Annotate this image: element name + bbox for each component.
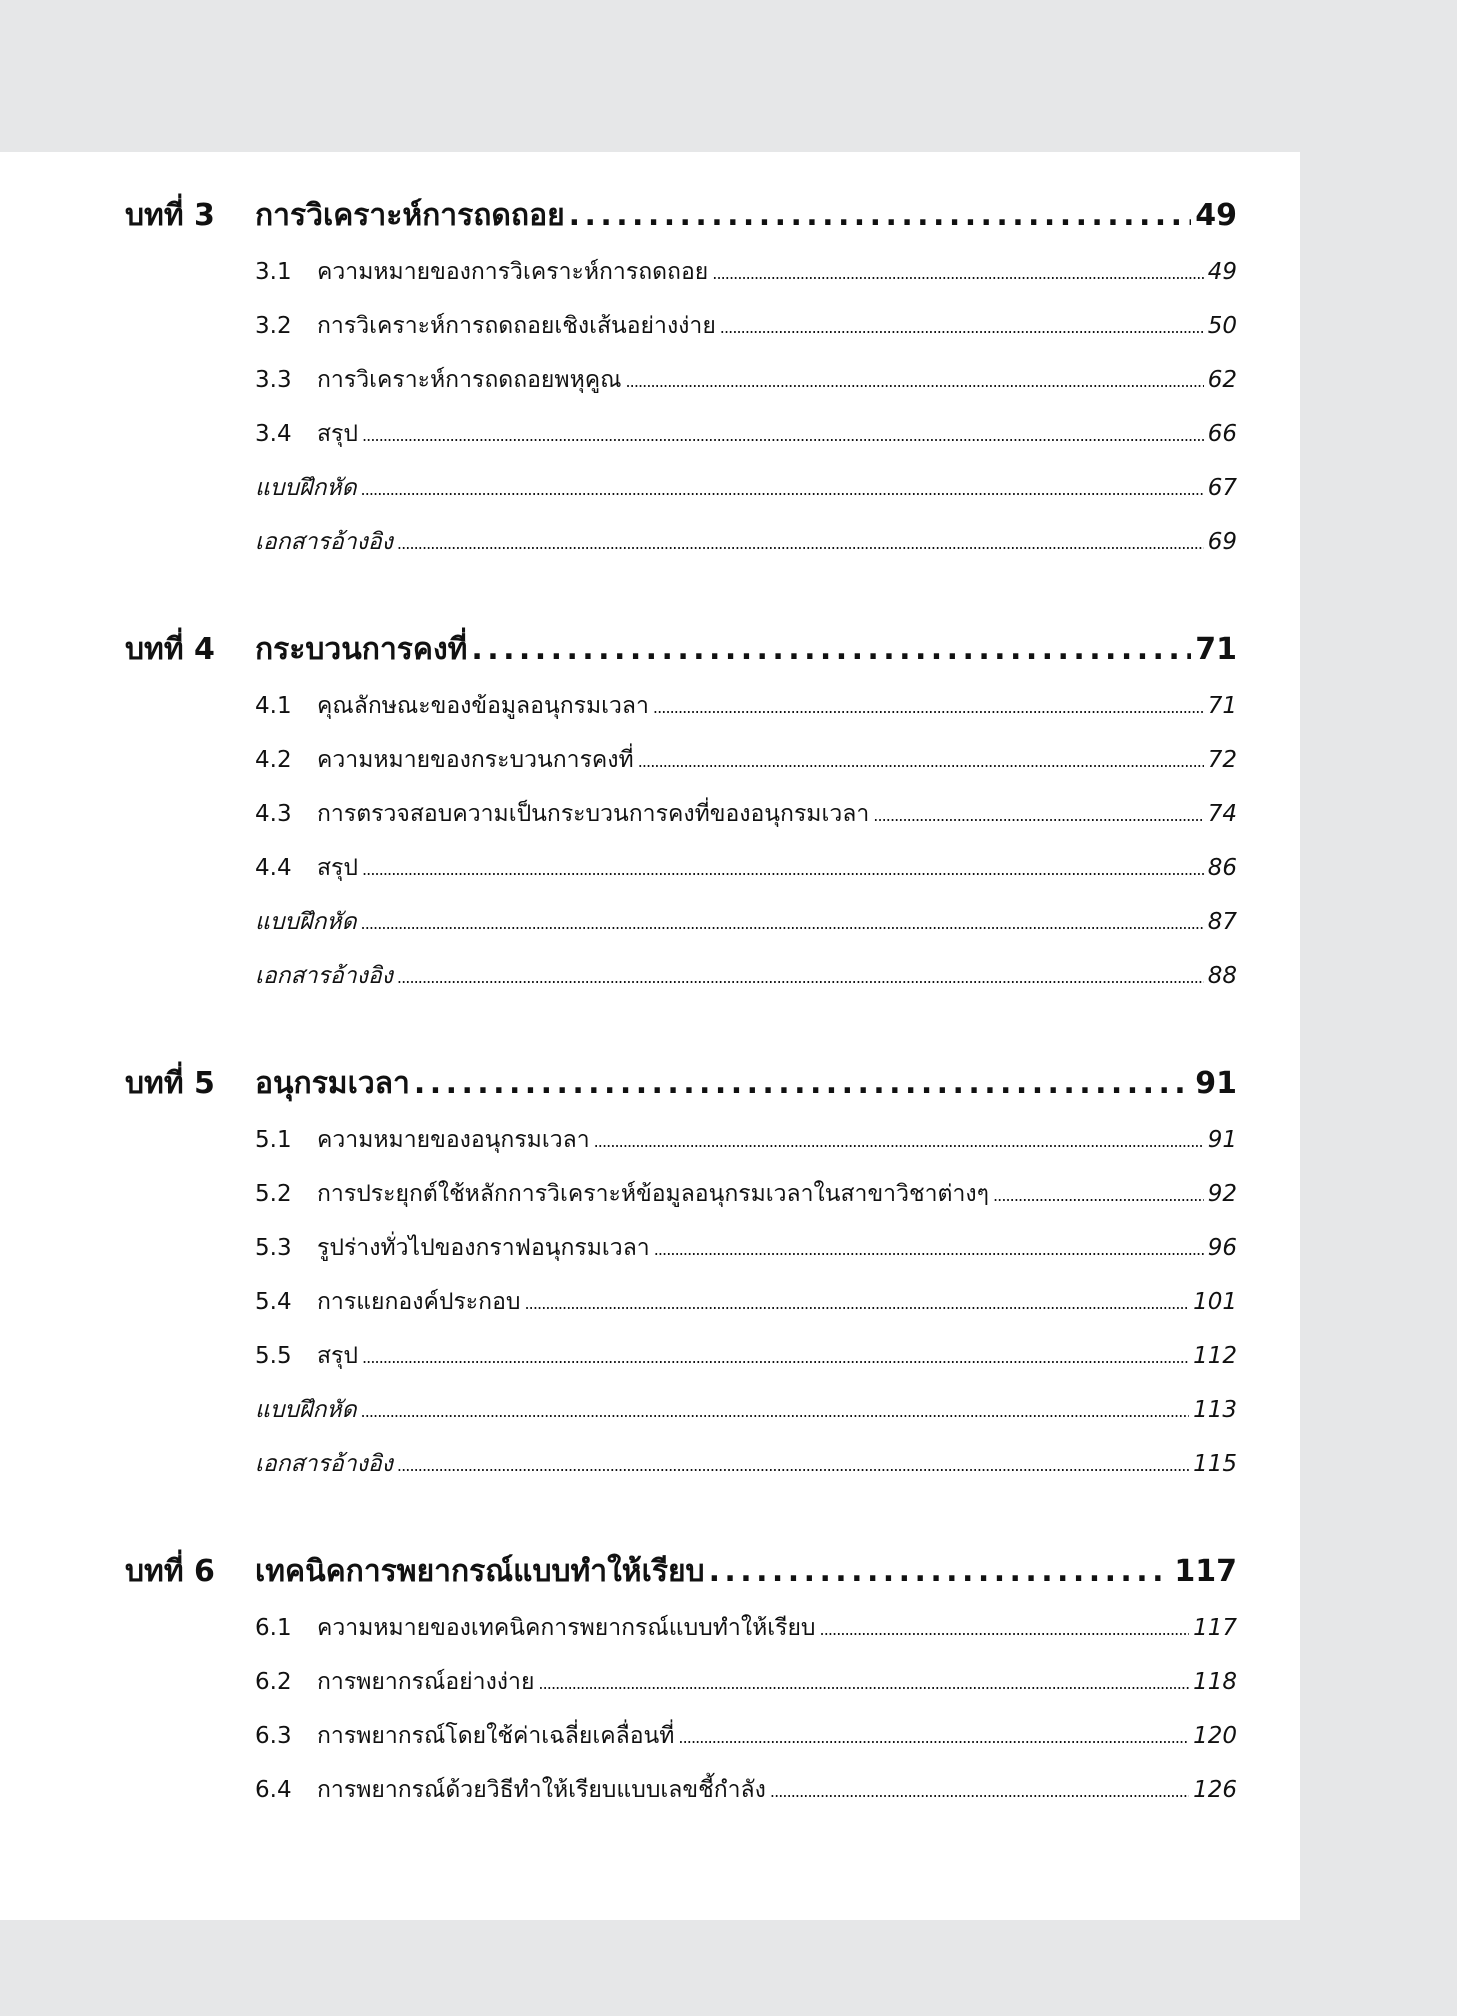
section-title: การตรวจสอบความเป็นกระบวนการคงที่ของอนุกรมเวลา <box>317 801 870 827</box>
chapter-label: บทที่ 5 <box>125 1066 215 1101</box>
dot-leader <box>361 1402 1190 1421</box>
section-title: การพยากรณ์ด้วยวิธีทำให้เรียบแบบเลขชี้กำลัง <box>317 1777 766 1803</box>
toc-entry[interactable] <box>255 308 1237 362</box>
chapter-heading[interactable] <box>125 626 1237 678</box>
toc-entry[interactable] <box>255 1772 1237 1826</box>
section-number: 3.3 <box>255 367 292 393</box>
toc-entry[interactable] <box>255 796 1237 850</box>
section-page-number: 49 <box>1207 259 1237 285</box>
section-number: 5.5 <box>255 1343 292 1369</box>
section-page-number: 92 <box>1207 1181 1237 1207</box>
section-number: 5.3 <box>255 1235 292 1261</box>
toc-entry-exercises[interactable] <box>255 1392 1237 1446</box>
section-list <box>125 688 1237 1012</box>
section-page-number: 74 <box>1207 801 1237 827</box>
section-number: 6.2 <box>255 1669 292 1695</box>
chapter-heading[interactable] <box>125 1548 1237 1600</box>
toc-entry-exercises[interactable] <box>255 470 1237 524</box>
toc-entry-references[interactable] <box>255 1446 1237 1500</box>
chapter-page-number: 49 <box>1195 198 1237 233</box>
toc-entry[interactable] <box>255 1610 1237 1664</box>
dot-leader <box>720 318 1204 337</box>
chapter-page-number: 117 <box>1174 1554 1237 1589</box>
section-number: 5.1 <box>255 1127 292 1153</box>
section-page-number: 66 <box>1207 421 1237 447</box>
toc-entry[interactable] <box>255 362 1237 416</box>
toc-entry[interactable] <box>255 850 1237 904</box>
chapter-title: การวิเคราะห์การถดถอย <box>255 198 565 233</box>
dot-leader <box>873 806 1203 825</box>
section-title: การแยกองค์ประกอบ <box>317 1289 521 1315</box>
chapter-title: กระบวนการคงที่ <box>255 632 468 667</box>
section-title: ความหมายของอนุกรมเวลา <box>317 1127 590 1153</box>
dot-leader <box>525 1294 1190 1313</box>
chapter-6 <box>125 1548 1237 1826</box>
section-title: การประยุกต์ใช้หลักการวิเคราะห์ข้อมูลอนุกรมเวลาในสาขาวิชาต่างๆ <box>317 1181 989 1207</box>
section-title: ความหมายของเทคนิคการพยากรณ์แบบทำให้เรียบ <box>317 1615 816 1641</box>
chapter-4 <box>125 626 1237 1012</box>
section-title: คุณลักษณะของข้อมูลอนุกรมเวลา <box>317 693 649 719</box>
dot-leader <box>397 534 1204 553</box>
dot-leader <box>362 426 1204 445</box>
toc-entry[interactable] <box>255 1718 1237 1772</box>
chapter-label: บทที่ 4 <box>125 632 215 667</box>
chapter-label: บทที่ 3 <box>125 198 215 233</box>
dot-leader <box>594 1132 1204 1151</box>
dot-leader <box>625 372 1203 391</box>
dot-leader <box>654 1240 1204 1259</box>
section-title: การวิเคราะห์การถดถอยพหุคูณ <box>317 367 622 393</box>
section-page-number: 96 <box>1207 1235 1237 1261</box>
section-title: เอกสารอ้างอิง <box>255 1451 393 1477</box>
dot-leader <box>397 1456 1189 1475</box>
section-page-number: 118 <box>1193 1669 1237 1695</box>
section-page-number: 50 <box>1207 313 1237 339</box>
section-number: 6.1 <box>255 1615 292 1641</box>
document-page <box>0 152 1300 1920</box>
chapter-3 <box>125 192 1237 578</box>
section-title: การพยากรณ์อย่างง่าย <box>317 1669 535 1695</box>
section-list <box>125 254 1237 578</box>
section-number: 6.4 <box>255 1777 292 1803</box>
dot-leader <box>361 480 1204 499</box>
chapter-title: อนุกรมเวลา <box>255 1066 410 1101</box>
toc-entry-references[interactable] <box>255 524 1237 578</box>
dot-leader <box>362 1348 1189 1367</box>
section-number: 5.4 <box>255 1289 292 1315</box>
section-page-number: 91 <box>1207 1127 1237 1153</box>
chapter-label: บทที่ 6 <box>125 1554 215 1589</box>
toc-entry[interactable] <box>255 742 1237 796</box>
toc-entry[interactable] <box>255 1338 1237 1392</box>
section-page-number: 71 <box>1207 693 1237 719</box>
section-page-number: 87 <box>1207 909 1237 935</box>
section-page-number: 72 <box>1207 747 1237 773</box>
dot-leader <box>471 632 1191 667</box>
dot-leader <box>538 1674 1189 1693</box>
toc-entry[interactable] <box>255 1230 1237 1284</box>
section-page-number: 120 <box>1193 1723 1237 1749</box>
section-page-number: 113 <box>1193 1397 1237 1423</box>
toc-entry[interactable] <box>255 1664 1237 1718</box>
dot-leader <box>414 1066 1191 1101</box>
section-page-number: 115 <box>1193 1451 1237 1477</box>
section-number: 4.3 <box>255 801 292 827</box>
section-page-number: 62 <box>1207 367 1237 393</box>
section-title: การวิเคราะห์การถดถอยเชิงเส้นอย่างง่าย <box>317 313 716 339</box>
section-page-number: 88 <box>1207 963 1237 989</box>
section-title: สรุป <box>317 421 358 447</box>
section-number: 5.2 <box>255 1181 292 1207</box>
section-number: 3.4 <box>255 421 292 447</box>
section-list <box>125 1122 1237 1500</box>
section-page-number: 86 <box>1207 855 1237 881</box>
section-title: แบบฝึกหัด <box>255 475 357 501</box>
dot-leader <box>712 264 1203 283</box>
section-number: 6.3 <box>255 1723 292 1749</box>
section-number: 3.2 <box>255 313 292 339</box>
toc-entry-exercises[interactable] <box>255 904 1237 958</box>
table-of-contents <box>125 192 1237 1874</box>
chapter-page-number: 91 <box>1195 1066 1237 1101</box>
chapter-heading[interactable] <box>125 1060 1237 1112</box>
chapter-heading[interactable] <box>125 192 1237 244</box>
section-page-number: 101 <box>1193 1289 1237 1315</box>
section-title: สรุป <box>317 855 358 881</box>
dot-leader <box>397 968 1204 987</box>
dot-leader <box>709 1554 1171 1589</box>
dot-leader <box>569 198 1192 233</box>
toc-entry[interactable] <box>255 416 1237 470</box>
toc-entry[interactable] <box>255 254 1237 308</box>
section-title: เอกสารอ้างอิง <box>255 529 393 555</box>
dot-leader <box>820 1620 1190 1639</box>
section-title: แบบฝึกหัด <box>255 909 357 935</box>
section-title: แบบฝึกหัด <box>255 1397 357 1423</box>
chapter-title: เทคนิคการพยากรณ์แบบทำให้เรียบ <box>255 1554 705 1589</box>
toc-entry[interactable] <box>255 688 1237 742</box>
section-page-number: 117 <box>1193 1615 1237 1641</box>
section-number: 4.4 <box>255 855 292 881</box>
section-page-number: 112 <box>1193 1343 1237 1369</box>
toc-entry[interactable] <box>255 1176 1237 1230</box>
section-title: สรุป <box>317 1343 358 1369</box>
section-title: ความหมายของการวิเคราะห์การถดถอย <box>317 259 709 285</box>
section-title: เอกสารอ้างอิง <box>255 963 393 989</box>
dot-leader <box>993 1186 1204 1205</box>
toc-entry-references[interactable] <box>255 958 1237 1012</box>
section-number: 4.1 <box>255 693 292 719</box>
chapter-5 <box>125 1060 1237 1500</box>
toc-entry[interactable] <box>255 1284 1237 1338</box>
toc-entry[interactable] <box>255 1122 1237 1176</box>
dot-leader <box>678 1728 1189 1747</box>
dot-leader <box>653 698 1204 717</box>
section-number: 4.2 <box>255 747 292 773</box>
dot-leader <box>770 1782 1189 1801</box>
chapter-page-number: 71 <box>1195 632 1237 667</box>
section-page-number: 69 <box>1207 529 1237 555</box>
section-page-number: 67 <box>1207 475 1237 501</box>
dot-leader <box>361 914 1204 933</box>
dot-leader <box>638 752 1204 771</box>
section-page-number: 126 <box>1193 1777 1237 1803</box>
section-title: รูปร่างทั่วไปของกราฟอนุกรมเวลา <box>317 1235 650 1261</box>
dot-leader <box>362 860 1204 879</box>
section-title: ความหมายของกระบวนการคงที่ <box>317 747 634 773</box>
section-number: 3.1 <box>255 259 292 285</box>
section-list <box>125 1610 1237 1826</box>
section-title: การพยากรณ์โดยใช้ค่าเฉลี่ยเคลื่อนที่ <box>317 1723 675 1749</box>
